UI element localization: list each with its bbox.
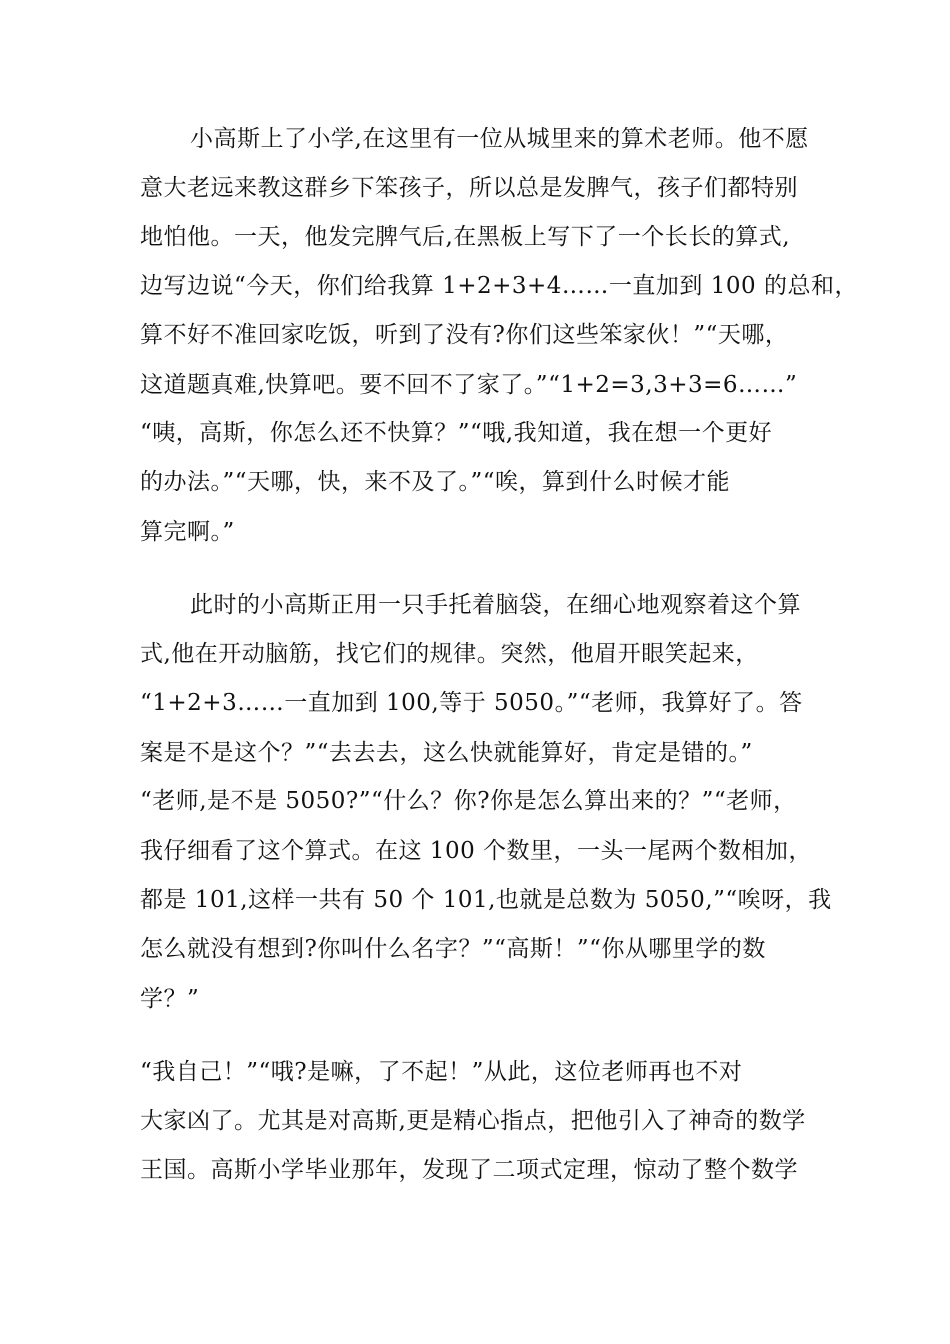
text-line: “1+2+3……一直加到 100,等于 5050。”“老师，我算好了。答 [140, 690, 803, 716]
text-line: 地怕他。一天，他发完脾气后,在黑板上写下了一个长长的算式, [140, 224, 791, 250]
text-line: 此时的小高斯正用一只手托着脑袋，在细心地观察着这个算 [190, 592, 801, 618]
text-line: “老师,是不是 5050?”“什么？你?你是怎么算出来的？”“老师， [140, 788, 797, 814]
text-line: 都是 101,这样一共有 50 个 101,也就是总数为 5050,”“唉呀，我 [140, 887, 832, 913]
text-line: 我仔细看了这个算式。在这 100 个数里，一头一尾两个数相加， [140, 838, 813, 864]
text-line: 意大老远来教这群乡下笨孩子，所以总是发脾气，孩子们都特别 [140, 175, 798, 201]
text-line: 怎么就没有想到?你叫什么名字？”“高斯！”“你从哪里学的数 [140, 936, 766, 962]
text-line: 式,他在开动脑筋，找它们的规律。突然，他眉开眼笑起来， [140, 641, 759, 667]
text-line: 学？” [140, 986, 200, 1012]
text-line: 王国。高斯小学毕业那年，发现了二项式定理，惊动了整个数学 [140, 1157, 798, 1183]
text-line: 大家凶了。尤其是对高斯,更是精心指点，把他引入了神奇的数学 [140, 1108, 806, 1134]
text-line: 这道题真难,快算吧。要不回不了家了。”“1+2=3,3+3=6……” [140, 372, 798, 398]
text-line: 案是不是这个？”“去去去，这么快就能算好，肯定是错的。” [140, 740, 753, 766]
text-line: “咦，高斯，你怎么还不快算？”“哦,我知道，我在想一个更好 [140, 420, 773, 446]
text-line: “我自己！”“哦?是嘛，了不起！”从此，这位老师再也不对 [140, 1059, 743, 1085]
text-line: 算完啊。” [140, 519, 235, 545]
text-line: 算不好不准回家吃饭，听到了没有?你们这些笨家伙！”“天哪， [140, 322, 789, 348]
text-line: 的办法。”“天哪，快，来不及了。”“唉，算到什么时候才能 [140, 469, 731, 495]
text-line: 小高斯上了小学,在这里有一位从城里来的算术老师。他不愿 [190, 126, 809, 152]
text-line: 边写边说“今天，你们给我算 1+2+3+4……一直加到 100 的总和， [140, 273, 858, 299]
